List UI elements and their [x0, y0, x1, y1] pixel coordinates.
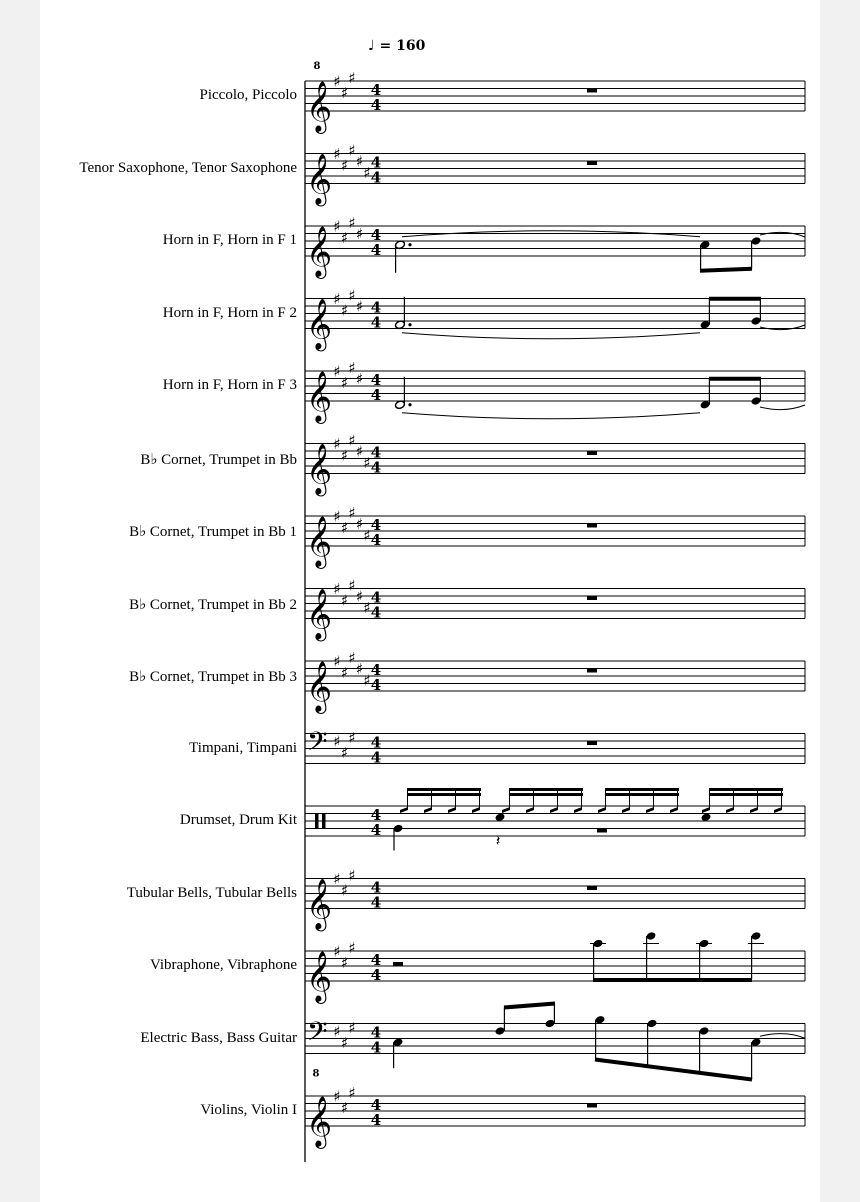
- time-signature-denominator: 4: [370, 748, 382, 767]
- treble-clef-icon: 𝄞: [306, 81, 333, 132]
- percussion-clef-icon: [315, 814, 319, 828]
- tie: [402, 413, 700, 419]
- hihat-note: [750, 807, 758, 813]
- hihat-note: [424, 807, 432, 813]
- half-rest-icon: [597, 829, 607, 833]
- beam: [504, 1004, 555, 1008]
- time-signature-denominator: 4: [370, 386, 382, 404]
- sharp-icon: ♯: [333, 72, 341, 91]
- treble-clef-icon: 𝄞: [306, 588, 333, 640]
- sharp-icon: ♯: [333, 870, 341, 888]
- treble-clef-icon: 𝄞: [306, 371, 333, 422]
- hihat-note: [670, 807, 678, 813]
- sharp-icon: ♯: [333, 507, 341, 526]
- time-signature-denominator: 4: [370, 603, 382, 622]
- treble-clef-icon: 𝄞: [306, 661, 333, 712]
- time-signature-denominator: 4: [370, 168, 382, 187]
- time-signature-denominator: 4: [370, 966, 382, 984]
- beam: [709, 793, 783, 796]
- sharp-icon: ♯: [333, 652, 341, 671]
- time-signature-numerator: 4: [370, 1023, 382, 1042]
- sharp-icon: ♯: [340, 228, 349, 247]
- time-signature-denominator: 4: [370, 458, 382, 477]
- time-signature-numerator: 4: [370, 878, 382, 897]
- tempo-marking: ♩ = 160: [368, 38, 426, 54]
- whole-rest-icon: [587, 451, 597, 455]
- time-signature-denominator: 4: [370, 676, 382, 694]
- treble-clef-icon: 𝄞: [306, 951, 333, 1002]
- hihat-note: [598, 807, 606, 813]
- sharp-icon: ♯: [333, 942, 341, 961]
- whole-rest-icon: [587, 89, 597, 93]
- sharp-icon: ♯: [363, 453, 371, 472]
- time-signature-denominator: 4: [370, 241, 382, 259]
- tie: [402, 333, 700, 339]
- time-signature-numerator: 4: [370, 806, 382, 824]
- beam: [407, 788, 481, 791]
- staff-label-violins: Violins, Violin I: [200, 1102, 297, 1118]
- sharp-icon: ♯: [333, 290, 341, 308]
- beam: [700, 269, 752, 271]
- sharp-icon: ♯: [355, 152, 364, 171]
- hihat-note: [726, 807, 734, 813]
- time-signature-numerator: 4: [370, 733, 382, 752]
- time-signature-denominator: 4: [370, 821, 382, 839]
- staff-label-drumset: Drumset, Drum Kit: [179, 812, 297, 828]
- sharp-icon: ♯: [348, 358, 356, 377]
- sharp-icon: ♯: [333, 435, 341, 453]
- dot: [408, 243, 411, 246]
- time-signature-denominator: 4: [370, 893, 382, 912]
- hihat-note: [472, 807, 480, 813]
- sharp-icon: ♯: [340, 1033, 349, 1052]
- staff-label-cornet-2: B♭ Cornet, Trumpet in Bb 2: [129, 596, 297, 613]
- staff-label-horn-2: Horn in F, Horn in F 2: [162, 304, 297, 321]
- sharp-icon: ♯: [348, 68, 356, 87]
- staff-label-cornet-1: B♭ Cornet, Trumpet in Bb 1: [129, 524, 297, 540]
- sharp-icon: ♯: [363, 526, 371, 545]
- tie: [760, 1034, 805, 1039]
- time-signature-numerator: 4: [370, 153, 382, 172]
- time-signature-numerator: 4: [370, 443, 382, 462]
- sharp-icon: ♯: [348, 728, 356, 747]
- staff-label-cornet-3: B♭ Cornet, Trumpet in Bb 3: [129, 669, 297, 685]
- time-signature-numerator: 4: [370, 516, 382, 534]
- sharp-icon: ♯: [340, 373, 349, 392]
- sharp-icon: ♯: [348, 503, 356, 522]
- percussion-clef-icon: [322, 814, 326, 828]
- sharp-icon: ♯: [333, 580, 341, 598]
- sharp-icon: ♯: [348, 1083, 356, 1102]
- staff-label-horn-3: Horn in F, Horn in F 3: [162, 377, 297, 393]
- hihat-note: [502, 807, 510, 813]
- sharp-icon: ♯: [348, 1018, 356, 1037]
- dot: [408, 323, 411, 326]
- bass-clef-icon: 𝄢: [307, 725, 328, 764]
- dot: [408, 403, 411, 406]
- beam: [509, 793, 583, 796]
- hihat-note: [574, 807, 582, 813]
- beam: [509, 788, 583, 791]
- hihat-note: [400, 807, 408, 813]
- sharp-icon: ♯: [333, 362, 341, 381]
- sharp-icon: ♯: [363, 163, 371, 182]
- time-signature-numerator: 4: [370, 588, 382, 607]
- sharp-icon: ♯: [348, 141, 356, 160]
- treble-clef-icon: 𝄞: [306, 153, 333, 205]
- beam: [407, 793, 481, 796]
- beam: [709, 788, 783, 791]
- sharp-icon: ♯: [355, 297, 364, 316]
- sharp-icon: ♯: [340, 301, 349, 320]
- hihat-note: [774, 807, 782, 813]
- bass-clef-icon: 𝄢: [307, 1015, 328, 1054]
- sharp-icon: ♯: [340, 743, 349, 762]
- sharp-icon: ♯: [340, 446, 349, 465]
- time-signature-numerator: 4: [370, 1096, 382, 1114]
- hihat-note: [702, 807, 710, 813]
- hihat-note: [448, 807, 456, 813]
- whole-rest-icon: [587, 524, 597, 528]
- octave-mark: 8: [312, 1068, 320, 1080]
- sharp-icon: ♯: [340, 156, 349, 175]
- octave-mark: 8: [313, 61, 321, 72]
- time-signature-denominator: 4: [370, 313, 382, 332]
- whole-rest-icon: [587, 741, 597, 745]
- sharp-icon: ♯: [333, 1087, 341, 1106]
- sharp-icon: ♯: [333, 732, 341, 751]
- sharp-icon: ♯: [340, 663, 349, 682]
- sharp-icon: ♯: [355, 660, 364, 678]
- treble-clef-icon: 𝄞: [306, 1096, 333, 1147]
- time-signature-numerator: 4: [370, 951, 382, 969]
- staff-label-timpani: Timpani, Timpani: [189, 739, 297, 756]
- sharp-icon: ♯: [348, 576, 356, 595]
- treble-clef-icon: 𝄞: [306, 298, 333, 350]
- tie: [760, 405, 805, 410]
- hihat-note: [526, 807, 534, 813]
- sharp-icon: ♯: [340, 1098, 349, 1117]
- time-signature-numerator: 4: [370, 298, 382, 317]
- hihat-note: [550, 807, 558, 813]
- staff-label-tubular-bells: Tubular Bells, Tubular Bells: [126, 884, 297, 901]
- hihat-note: [646, 807, 654, 813]
- treble-clef-icon: 𝄞: [306, 516, 333, 567]
- time-signature-numerator: 4: [370, 661, 382, 679]
- whole-rest-icon: [587, 1104, 597, 1108]
- sharp-icon: ♯: [355, 225, 364, 243]
- whole-rest-icon: [587, 886, 597, 890]
- sharp-icon: ♯: [340, 881, 349, 900]
- time-signature-denominator: 4: [370, 531, 382, 549]
- staff-label-vibraphone: Vibraphone, Vibraphone: [149, 957, 297, 973]
- beam: [605, 793, 679, 796]
- sharp-icon: ♯: [348, 938, 356, 957]
- whole-rest-icon: [587, 596, 597, 600]
- staff-label-tenor-sax: Tenor Saxophone, Tenor Saxophone: [79, 159, 297, 176]
- beam: [605, 788, 679, 791]
- time-signature-numerator: 4: [370, 81, 382, 99]
- sharp-icon: ♯: [355, 587, 364, 606]
- time-signature-denominator: 4: [370, 1038, 382, 1057]
- sharp-icon: ♯: [363, 671, 371, 690]
- sharp-icon: ♯: [348, 648, 356, 667]
- sharp-icon: ♯: [363, 598, 371, 617]
- half-rest-icon: [393, 962, 403, 966]
- whole-rest-icon: [587, 669, 597, 673]
- sharp-icon: ♯: [333, 217, 341, 236]
- time-signature-numerator: 4: [370, 226, 382, 244]
- sharp-icon: ♯: [348, 213, 356, 232]
- sharp-icon: ♯: [333, 145, 341, 163]
- staff-label-cornet: B♭ Cornet, Trumpet in Bb: [140, 451, 297, 468]
- treble-clef-icon: 𝄞: [306, 878, 333, 930]
- beam: [595, 1060, 752, 1080]
- time-signature-denominator: 4: [370, 1111, 382, 1129]
- staff-label-horn-1: Horn in F, Horn in F 1: [162, 232, 297, 248]
- whole-rest-icon: [587, 161, 597, 165]
- quarter-rest-icon: 𝄽: [495, 832, 501, 850]
- sharp-icon: ♯: [355, 370, 364, 388]
- sharp-icon: ♯: [340, 83, 349, 102]
- sharp-icon: ♯: [355, 442, 364, 461]
- treble-clef-icon: 𝄞: [306, 443, 333, 495]
- hihat-note: [622, 807, 630, 813]
- staff-label-electric-bass: Electric Bass, Bass Guitar: [140, 1029, 297, 1046]
- staff-label-piccolo: Piccolo, Piccolo: [199, 87, 297, 103]
- sharp-icon: ♯: [340, 591, 349, 610]
- sharp-icon: ♯: [340, 953, 349, 972]
- sharp-icon: ♯: [355, 515, 364, 533]
- time-signature-denominator: 4: [370, 96, 382, 114]
- sharp-icon: ♯: [348, 286, 356, 305]
- sharp-icon: ♯: [348, 431, 356, 450]
- treble-clef-icon: 𝄞: [306, 226, 333, 277]
- sharp-icon: ♯: [333, 1022, 341, 1041]
- time-signature-numerator: 4: [370, 371, 382, 389]
- sharp-icon: ♯: [348, 866, 356, 885]
- sharp-icon: ♯: [340, 518, 349, 537]
